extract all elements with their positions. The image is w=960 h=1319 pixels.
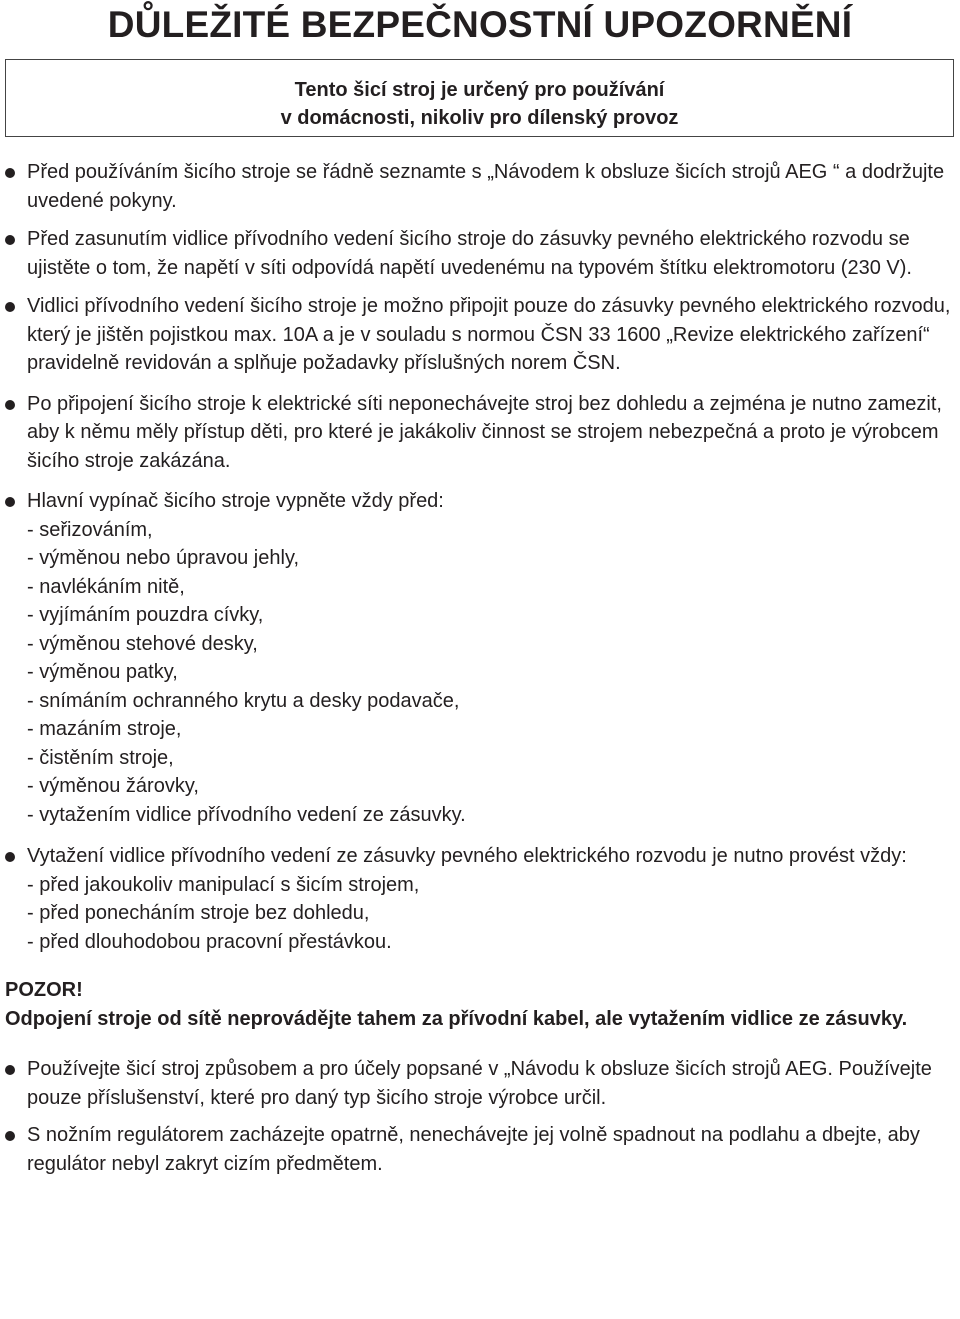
sub-list-item: - výměnou nebo úpravou jehly, <box>27 547 300 569</box>
warning-text: Odpojení stroje od sítě neprovádějte tahem za přívodní kabel, ale vytažením vidlice ze zásuvky. <box>5 1007 908 1030</box>
bullet-item <box>0 158 960 215</box>
bullet-dot-icon <box>5 400 15 410</box>
sub-list-item: - seřizováním, <box>27 518 153 541</box>
bullet-text: Vytažení vidlice přívodního vedení ze zásuvky pevného elektrického rozvodu je nutno provést vždy: <box>27 845 907 867</box>
bullet-dot-icon <box>5 1131 15 1141</box>
sub-list-item: - snímáním ochranného krytu a desky podavače, <box>27 689 460 712</box>
bullet-text: Vidlici přívodního vedení šicího stroje je možno připojit pouze do zásuvky pevného elektrického rozvodu, který je jištěn pojistkou max. 10A a je v souladu s normou ČSN 33 1600 „Revize elektrického zařízení“ pravidelně revidován a splňuje požadavky příslušných norem ČSN. <box>27 295 951 374</box>
sub-list-item: - mazáním stroje, <box>27 718 182 740</box>
sub-list-item: - před ponecháním stroje bez dohledu, <box>27 902 370 924</box>
bullet-dot-icon <box>5 1065 15 1075</box>
bullet-dot-icon <box>5 235 15 245</box>
sub-list-item: - výměnou žárovky, <box>27 775 199 797</box>
bullet-item <box>0 1121 960 1178</box>
bullet-dot-icon <box>5 852 15 862</box>
sub-list-item: - navlékáním nitě, <box>27 575 185 598</box>
bullet-item <box>0 487 960 829</box>
notice-line-1: Tento šicí stroj je určený pro používání <box>294 79 665 101</box>
bullet-item <box>0 842 960 956</box>
warning-block <box>0 976 960 1033</box>
bullet-dot-icon <box>5 302 15 312</box>
sub-list-item: - vytažením vidlice přívodního vedení ze zásuvky. <box>27 803 466 826</box>
sub-list-item: - výměnou stehové desky, <box>27 632 258 655</box>
bullet-text: Používejte šicí stroj způsobem a pro účely popsané v „Návodu k obsluze šicích strojů AEG. Používejte pouze příslušenství, které pro daný typ šicího stroje výrobce určil. <box>27 1058 932 1109</box>
bullet-dot-icon <box>5 168 15 178</box>
bullet-text: Před zasunutím vidlice přívodního vedení šicího stroje do zásuvky pevného elektrického rozvodu se ujistěte o tom, že napětí v síti odpovídá napětí uvedenému na typovém štítku elektromotoru (230 V). <box>27 228 912 279</box>
bullet-item <box>0 390 960 476</box>
sub-list-item: - čistěním stroje, <box>27 746 174 769</box>
bullet-item <box>0 1055 960 1112</box>
bullet-dot-icon <box>5 497 15 507</box>
bullet-text: Před používáním šicího stroje se řádně seznamte s „Návodem k obsluze šicích strojů AEG “ a dodržujte uvedené pokyny. <box>27 161 945 212</box>
safety-instructions <box>0 158 960 1178</box>
bullet-item <box>0 292 960 378</box>
sub-list-item: - před dlouhodobou pracovní přestávkou. <box>27 930 392 953</box>
sub-list-item: - před jakoukoliv manipulací s šicím strojem, <box>27 873 420 896</box>
notice-box <box>5 59 954 137</box>
notice-line-2: v domácnosti, nikoliv pro dílenský provoz <box>280 107 679 129</box>
sub-list-item: - vyjímáním pouzdra cívky, <box>27 604 264 626</box>
page-title: DŮLEŽITÉ BEZPEČNOSTNÍ UPOZORNĚNÍ <box>107 4 853 45</box>
sub-list-item: - výměnou patky, <box>27 661 178 683</box>
bullet-item <box>0 225 960 282</box>
warning-heading: POZOR! <box>5 979 83 1001</box>
bullet-text: Hlavní vypínač šicího stroje vypněte vždy před: <box>27 490 444 512</box>
bullet-text: S nožním regulátorem zacházejte opatrně, nenechávejte jej volně spadnout na podlahu a dbejte, aby regulátor nebyl zakryt cizím předmětem. <box>27 1124 920 1175</box>
bullet-text: Po připojení šicího stroje k elektrické síti neponechávejte stroj bez dohledu a zejména je nutno zamezit, aby k němu měly přístup děti, pro které je jakákoliv činnost se strojem nebezpečná a proto je výrobcem šicího stroje zakázána. <box>27 392 942 472</box>
